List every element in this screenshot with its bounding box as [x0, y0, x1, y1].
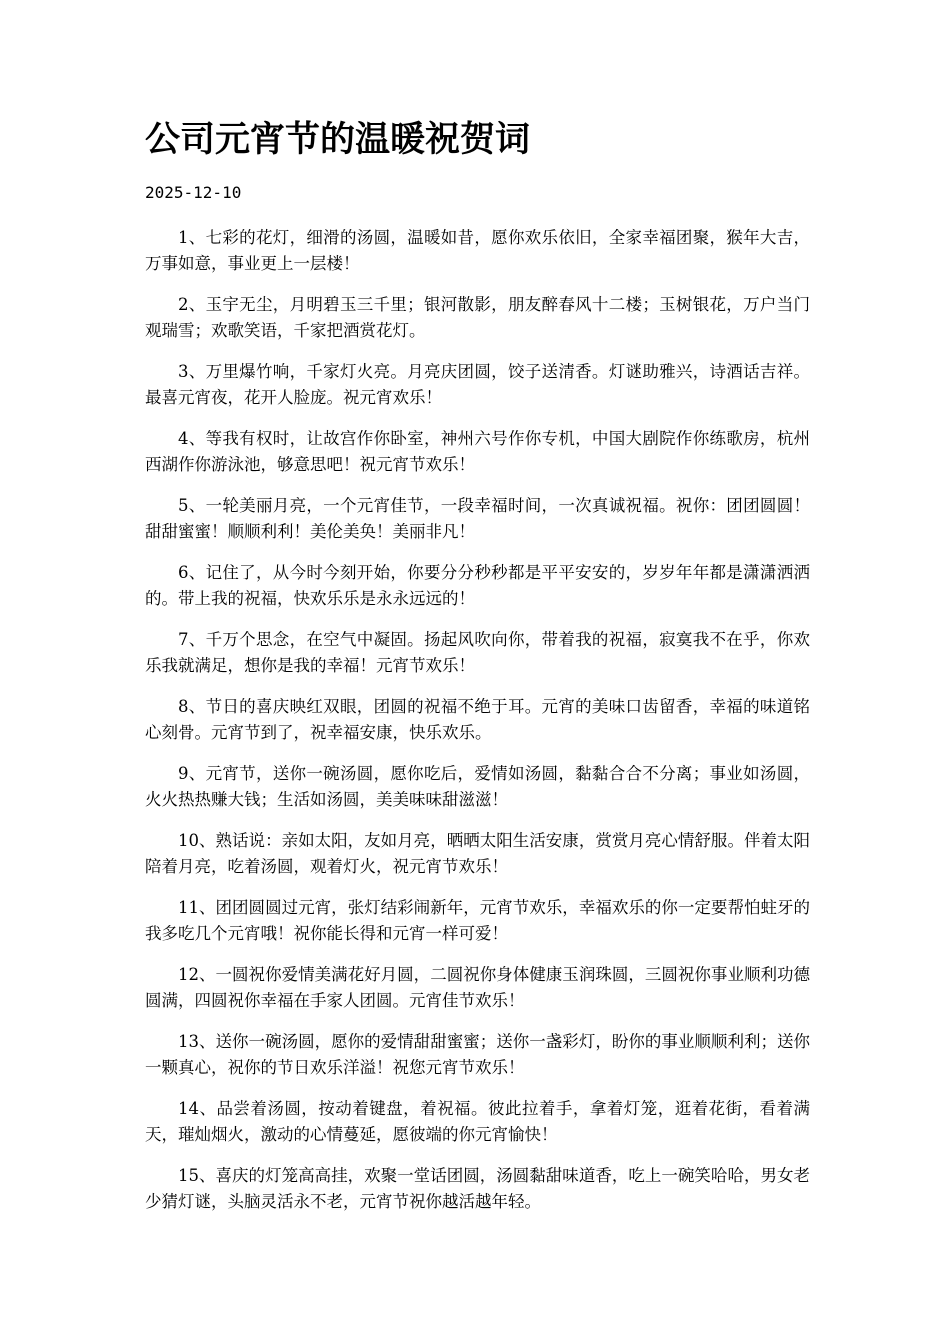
paragraph: 9、元宵节，送你一碗汤圆，愿你吃后，爱情如汤圆，黏黏合合不分离；事业如汤圆，火火热热赚大钱；生活如汤圆，美美味味甜滋滋！ [145, 764, 810, 809]
paragraph: 8、节日的喜庆映红双眼，团圆的祝福不绝于耳。元宵的美味口齿留香，幸福的味道铭心刻骨。元宵节到了，祝幸福安康，快乐欢乐。 [145, 697, 810, 742]
document-page [145, 112, 810, 1230]
paragraph: 2、玉宇无尘，月明碧玉三千里；银河散影，朋友醉春风十二楼；玉树银花，万户当门观瑞雪；欢歌笑语，千家把酒赏花灯。 [145, 295, 810, 340]
paragraph: 4、等我有权时，让故宫作你卧室，神州六号作你专机，中国大剧院作你练歌房，杭州西湖作你游泳池，够意思吧！祝元宵节欢乐！ [145, 429, 810, 474]
paragraph: 12、一圆祝你爱情美满花好月圆，二圆祝你身体健康玉润珠圆，三圆祝你事业顺利功德圆满，四圆祝你幸福在手家人团圆。元宵佳节欢乐！ [145, 965, 810, 1010]
paragraph: 14、品尝着汤圆，按动着键盘，着祝福。彼此拉着手，拿着灯笼，逛着花街，看着满天，璀灿烟火，激动的心情蔓延，愿彼端的你元宵愉快！ [145, 1099, 810, 1144]
paragraph: 1、七彩的花灯，细滑的汤圆，温暖如昔，愿你欢乐依旧，全家幸福团聚，猴年大吉，万事如意，事业更上一层楼！ [145, 228, 810, 273]
paragraph: 3、万里爆竹响，千家灯火亮。月亮庆团圆，饺子送清香。灯谜助雅兴，诗酒话吉祥。最喜元宵夜，花开人脸庞。祝元宵欢乐！ [145, 362, 810, 407]
paragraph: 13、送你一碗汤圆，愿你的爱情甜甜蜜蜜；送你一盏彩灯，盼你的事业顺顺利利；送你一颗真心，祝你的节日欢乐洋溢！祝您元宵节欢乐！ [145, 1032, 810, 1077]
page-title: 公司元宵节的温暖祝贺词 [145, 119, 531, 160]
publish-date: 2025-12-10 [145, 183, 242, 202]
paragraph: 10、熟话说：亲如太阳，友如月亮，晒晒太阳生活安康，赏赏月亮心情舒服。伴着太阳陪着月亮，吃着汤圆，观着灯火，祝元宵节欢乐！ [145, 831, 810, 876]
paragraph: 5、一轮美丽月亮，一个元宵佳节，一段幸福时间，一次真诚祝福。祝你：团团圆圆！甜甜蜜蜜！顺顺利利！美伦美奂！美丽非凡！ [145, 496, 810, 541]
paragraph: 7、千万个思念，在空气中凝固。扬起风吹向你，带着我的祝福，寂寞我不在乎，你欢乐我就满足，想你是我的幸福！元宵节欢乐！ [145, 630, 810, 675]
paragraph: 6、记住了，从今时今刻开始，你要分分秒秒都是平平安安的，岁岁年年都是潇潇洒洒的。带上我的祝福，快欢乐乐是永永远远的！ [145, 563, 810, 608]
paragraph: 15、喜庆的灯笼高高挂，欢聚一堂话团圆，汤圆黏甜味道香，吃上一碗笑哈哈，男女老少猜灯谜，头脑灵活永不老，元宵节祝你越活越年轻。 [145, 1166, 810, 1211]
paragraph: 11、团团圆圆过元宵，张灯结彩闹新年，元宵节欢乐，幸福欢乐的你一定要帮怕蛀牙的我多吃几个元宵哦！祝你能长得和元宵一样可爱！ [145, 898, 810, 943]
